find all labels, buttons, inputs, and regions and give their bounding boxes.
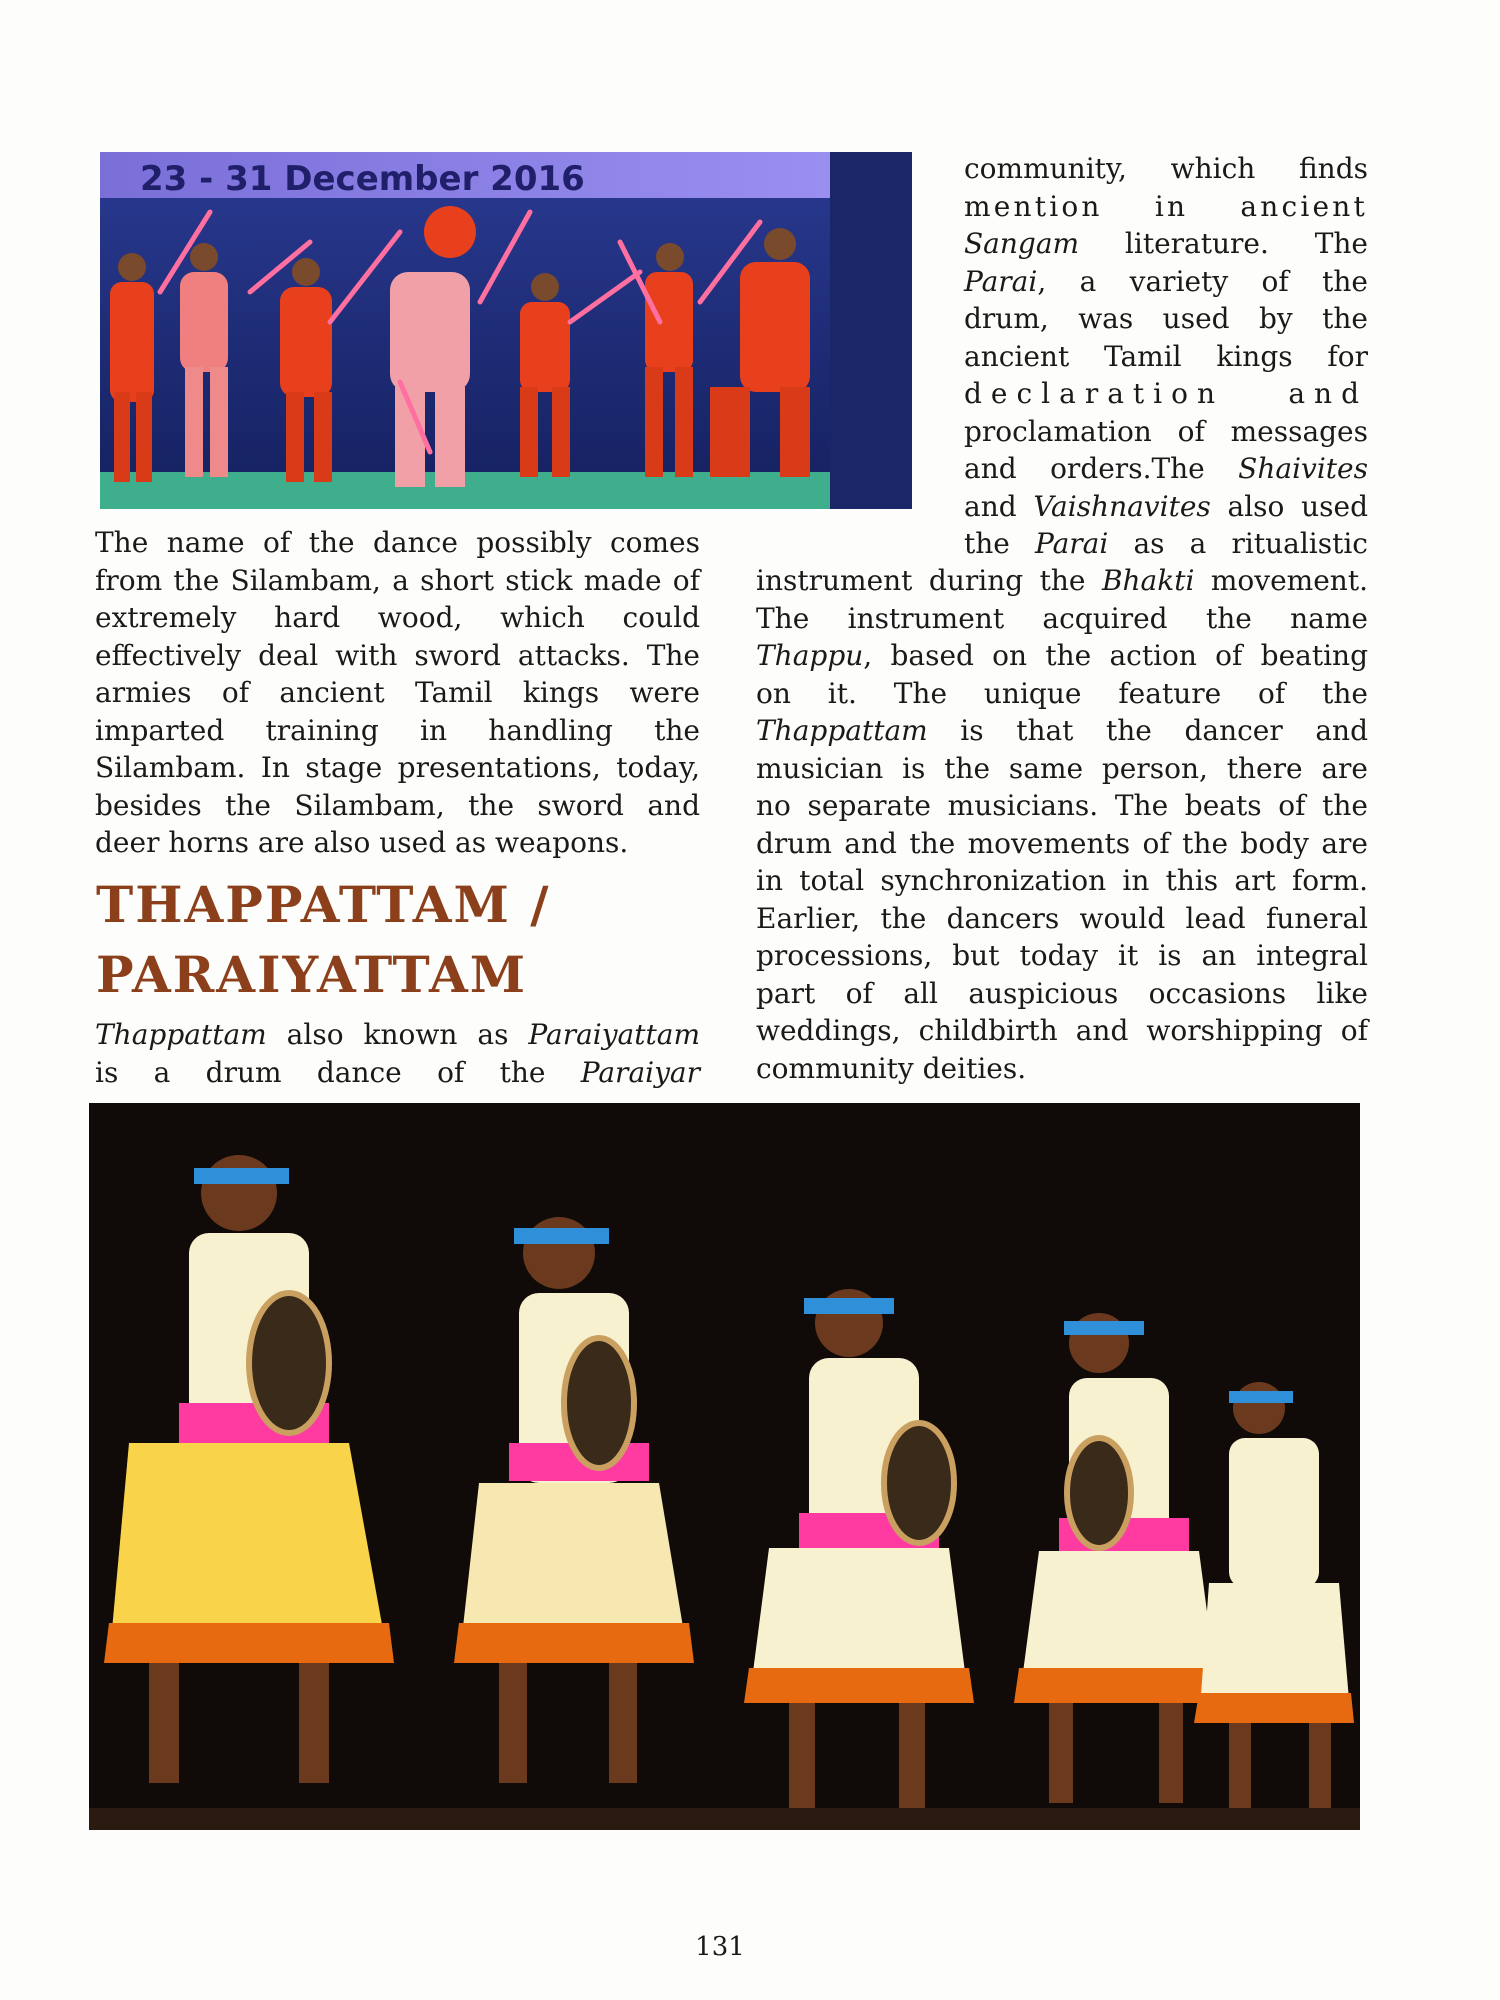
text-line: The instrument acquired the name bbox=[756, 601, 1368, 635]
text-line: extremely hard wood, which could bbox=[95, 601, 700, 634]
heading-line: PARAIYATTAM bbox=[96, 945, 528, 1004]
text-line: musician is the same person, there are bbox=[756, 751, 1368, 785]
text-line: Parai, a variety of the bbox=[964, 264, 1368, 298]
text-line: declaration and bbox=[964, 377, 1368, 410]
text-line: Thappu, based on the action of beating bbox=[756, 639, 1368, 672]
text-line: mention in ancient bbox=[964, 189, 1368, 223]
text-line: Thappattam is that the dancer and bbox=[756, 714, 1368, 747]
text-line: ancient Tamil kings for bbox=[964, 339, 1368, 373]
page-number: 131 bbox=[695, 1932, 745, 1962]
text-line: Silambam. In stage presentations, today, bbox=[95, 751, 700, 784]
text-line: community, which finds bbox=[964, 152, 1368, 185]
text-line: drum, was used by the bbox=[964, 302, 1368, 335]
text-line: no separate musicians. The beats of the bbox=[756, 789, 1368, 822]
banner-text: 23 - 31 December 2016 bbox=[140, 159, 585, 199]
text-line: deer horns are also used as weapons. bbox=[95, 826, 629, 859]
text-line: weddings, childbirth and worshipping of bbox=[756, 1014, 1368, 1047]
text-line: besides the Silambam, the sword and bbox=[95, 788, 700, 822]
text-line: The name of the dance possibly comes bbox=[95, 526, 700, 559]
text-line: imparted training in handling the bbox=[95, 713, 700, 747]
text-line: is a drum dance of the Paraiyar bbox=[95, 1055, 700, 1089]
text-line: and Vaishnavites also used bbox=[964, 489, 1368, 523]
text-line: community deities. bbox=[756, 1051, 1027, 1085]
silambam-paragraph bbox=[95, 524, 700, 862]
right-column-bottom-text bbox=[756, 562, 1368, 1087]
thappattam-dancers-photo bbox=[89, 1103, 1360, 1830]
text-line: drum and the movements of the body are bbox=[756, 826, 1368, 860]
text-line: part of all auspicious occasions like bbox=[756, 976, 1368, 1010]
text-line: instrument during the Bhakti movement. bbox=[756, 564, 1368, 597]
heading-line: THAPPATTAM / bbox=[96, 875, 551, 934]
text-line: Earlier, the dancers would lead funeral bbox=[756, 901, 1368, 935]
text-line: processions, but today it is an integral bbox=[756, 939, 1368, 972]
text-line: on it. The unique feature of the bbox=[756, 676, 1368, 710]
text-line: armies of ancient Tamil kings were bbox=[95, 676, 700, 709]
text-line: from the Silambam, a short stick made of bbox=[95, 563, 700, 597]
right-column-top-text bbox=[964, 150, 1368, 563]
thappattam-paragraph bbox=[95, 1016, 700, 1091]
section-heading bbox=[96, 870, 716, 1010]
text-line: the Parai as a ritualistic bbox=[964, 527, 1368, 560]
text-line: proclamation of messages bbox=[964, 414, 1368, 448]
text-line: and orders.The Shaivites bbox=[964, 452, 1368, 485]
text-line: Thappattam also known as Paraiyattam bbox=[95, 1018, 700, 1051]
text-line: effectively deal with sword attacks. The bbox=[95, 638, 700, 672]
text-line: Sangam literature. The bbox=[964, 227, 1368, 260]
silambam-dance-photo bbox=[100, 152, 912, 509]
text-line: in total synchronization in this art form. bbox=[756, 864, 1368, 897]
